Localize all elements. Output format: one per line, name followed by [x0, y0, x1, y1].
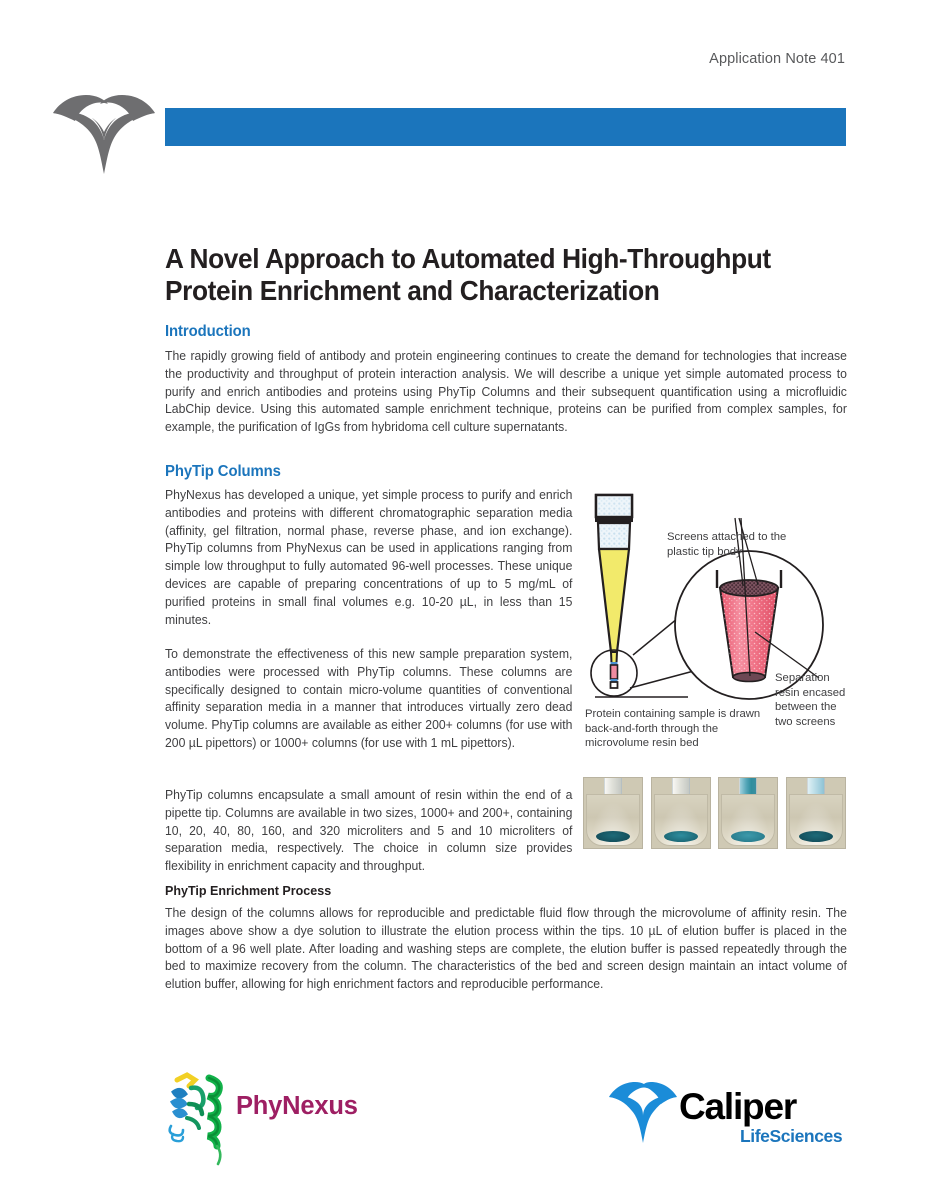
caliper-wordmark: Caliper — [679, 1086, 797, 1127]
caliper-triblade-icon — [608, 1075, 678, 1145]
application-note-label: Application Note 401 — [709, 51, 845, 67]
photo-cell — [718, 777, 778, 849]
section-heading-enrichment-process: PhyTip Enrichment Process — [165, 883, 332, 898]
page-title: A Novel Approach to Automated High-Throughput Protein Enrichment and Characterization — [165, 243, 771, 306]
figure-label-screens: Screens attached to the plastic tip body — [667, 531, 787, 558]
photo-cell — [651, 777, 711, 849]
photo-strip — [583, 777, 846, 849]
header-accent-bar — [165, 108, 846, 146]
phynexus-wordmark: PhyNexus — [236, 1092, 358, 1120]
phytip-paragraph-3: PhyTip columns encapsulate a small amount of resin within the end of a pipette tip. Columns are available in two sizes, 1000+ and 200+, containing 10, 20, 40, 80, 160, and 320 microliters and 5 and 10 microliters of separation media, respectively. The choice in column size provides flexibility in enrichment capacity and throughput. — [165, 788, 573, 874]
phytip-paragraph-1: PhyNexus has developed a unique, yet simple process to purify and enrich antibodies and proteins with different chromatographic separation media (affinity, gel filtration, normal phase, reverse phase, and ion exchange). PhyTip columns from PhyNexus can be used in applications ranging from simple low throughput to fully automated 96-well processes. These unique devices are capable of preparing concentrations of up to 5 mg/mL of purified proteins in small final volumes e.g. 10-20 µL, in less than 15 minutes. — [165, 488, 573, 627]
introduction-paragraph: The rapidly growing field of antibody and protein engineering continues to create the demand for technologies that increase the productivity and throughput of protein interaction analysis. We will describe a unique yet simple automated process to purify and enrich antibodies and proteins using PhyTip Columns and their subsequent quantification using a microfluidic LabChip device. Using this automated sample enrichment technique, proteins can be purified from complex samples, for example, the purification of IgGs from hybridoma cell culture supernatants. — [165, 349, 847, 435]
enrichment-paragraph: The design of the columns allows for reproducible and predictable fluid flow through the microvolume of affinity resin. The images above show a dye solution to illustrate the elution process within the tips. 10 µL of elution buffer is placed in the bottom of a 96 well plate. After loading and washing steps are complete, the elution buffer is passed repeatedly through the bed to maximize recovery from the column. The characteristics of the bed and screen design maintain an intact volume of elution buffer, allowing for high enrichment factors and reproducible performance. — [165, 906, 847, 992]
section-heading-introduction: Introduction — [165, 323, 251, 340]
figure-label-resin: Separation resin encased between the two screens — [775, 672, 846, 728]
caliper-triblade-icon — [50, 82, 158, 174]
photo-cell — [786, 777, 846, 849]
photo-cell — [583, 777, 643, 849]
phytip-paragraph-2: To demonstrate the effectiveness of this new sample preparation system, antibodies were processed with PhyTip columns. These columns are specifically designed to contain micro-volume quantities of conventional affinity separation media in a manner that introduces virtually zero dead volume. PhyTip columns are available as either 200+ columns (for use with 200 µL pipettors) or 1000+ columns (for use with 1 mL pipettors). — [165, 647, 573, 750]
figure-caption-tip: Protein containing sample is drawn back-and-forth through the microvolume resin bed — [585, 708, 761, 750]
section-heading-phytip-columns: PhyTip Columns — [165, 463, 281, 480]
caliper-subwordmark: LifeSciences — [740, 1126, 843, 1146]
